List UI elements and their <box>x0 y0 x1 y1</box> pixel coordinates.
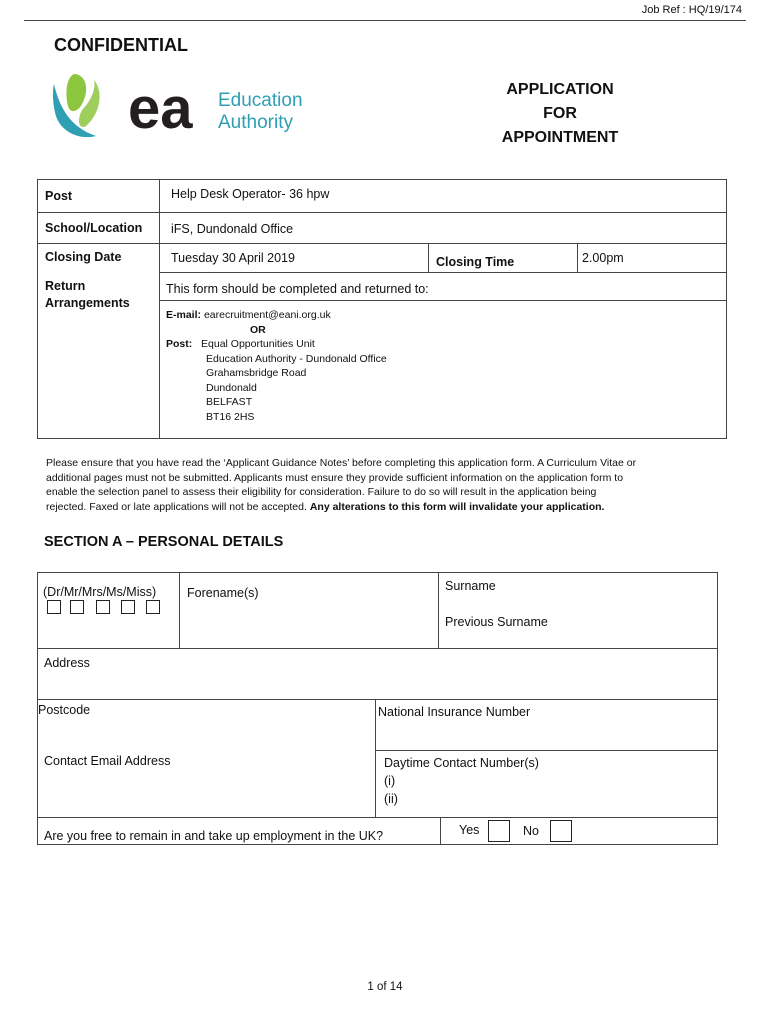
guidance-line-4 <box>46 500 718 515</box>
closing-date-label: Closing Date <box>45 250 122 264</box>
uk-no-checkbox[interactable] <box>550 820 572 842</box>
title-mrs-checkbox[interactable] <box>96 600 110 614</box>
daytime-contact-label: Daytime Contact Number(s) <box>384 756 539 770</box>
form-title-line-2: FOR <box>543 105 577 122</box>
top-divider <box>24 20 746 21</box>
postal-address-line <box>166 337 387 352</box>
job-reference: Job Ref : HQ/19/174 <box>641 4 742 16</box>
logo-wordmark <box>218 90 303 134</box>
return-label-line-1: Return <box>45 279 86 293</box>
no-label: No <box>523 824 539 838</box>
address-label: Address <box>44 656 90 670</box>
yes-label: Yes <box>459 823 480 837</box>
address-line-4: Dundonald <box>206 381 257 394</box>
daytime-contact-i: (i) <box>384 774 396 788</box>
page-number: 1 of 14 <box>367 981 403 993</box>
email-line <box>166 308 387 323</box>
postcode-label: Postcode <box>38 703 91 717</box>
title-label: (Dr/Mr/Mrs/Ms/Miss) <box>43 585 157 599</box>
closing-time-label: Closing Time <box>436 255 515 269</box>
guidance-warning: Any alterations to this form will invalidate your application. <box>309 500 605 513</box>
guidance-paragraph <box>46 456 718 514</box>
address-line-3: Grahamsbridge Road <box>206 367 307 379</box>
logo-line-1: Education <box>218 90 303 111</box>
title-mr-checkbox[interactable] <box>70 600 84 614</box>
return-intro: This form should be completed and returned to: <box>166 282 429 296</box>
form-title <box>470 78 650 150</box>
return-label-line-2: Arrangements <box>45 296 130 310</box>
logo-line-2: Authority <box>218 112 293 133</box>
location-label: School/Location <box>45 221 143 235</box>
location-value: iFS, Dundonald Office <box>171 222 294 236</box>
guidance-line-3: enable the selection panel to assess their eligibility for consideration. Failure to do so will result in the application being <box>46 486 597 498</box>
logo-mark: ea <box>128 76 193 141</box>
section-a-title: SECTION A – PERSONAL DETAILS <box>44 534 284 550</box>
closing-time-divider <box>428 243 429 272</box>
return-label <box>45 278 130 312</box>
closing-time-divider <box>577 243 578 272</box>
address-line-1: Equal Opportunities Unit <box>201 338 315 350</box>
guidance-line-1: Please ensure that you have read the ‘Applicant Guidance Notes’ before completing this application form. A Curriculum Vitae or <box>46 457 637 469</box>
post-address-label: Post: <box>166 338 193 350</box>
name-divider <box>438 572 439 648</box>
previous-surname-label: Previous Surname <box>445 615 548 629</box>
daytime-contact-block <box>384 754 539 808</box>
personal-row-line <box>375 750 718 751</box>
address-line-6: BT16 2HS <box>206 410 255 423</box>
post-table-row-line <box>159 300 727 301</box>
uk-yes-checkbox[interactable] <box>488 820 510 842</box>
form-title-line-1: APPLICATION <box>506 81 614 98</box>
post-label: Post <box>45 189 73 203</box>
title-dr-checkbox[interactable] <box>47 600 61 614</box>
name-divider <box>179 572 180 648</box>
email-label: E-mail: <box>166 309 202 321</box>
education-authority-logo-icon <box>52 70 217 142</box>
post-table-divider <box>159 179 160 439</box>
address-line-5: BELFAST <box>206 396 253 408</box>
post-value: Help Desk Operator- 36 hpw <box>171 187 330 201</box>
email-value: earecruitment@eani.org.uk <box>203 309 331 321</box>
personal-row-line <box>37 817 718 818</box>
address-line-2: Education Authority - Dundonald Office <box>206 352 387 365</box>
closing-time-value: 2.00pm <box>582 251 624 265</box>
return-address-block <box>166 308 387 424</box>
or-text: OR <box>250 323 266 336</box>
form-title-line-3: APPOINTMENT <box>501 129 619 146</box>
daytime-contact-ii: (ii) <box>384 792 398 806</box>
post-table-row-line <box>159 272 727 273</box>
forename-label: Forename(s) <box>187 586 259 600</box>
confidential-label: CONFIDENTIAL <box>54 35 188 55</box>
closing-date-value: Tuesday 30 April 2019 <box>171 251 295 265</box>
post-table-row-line <box>37 243 727 244</box>
post-table-row-line <box>37 212 727 213</box>
title-miss-checkbox[interactable] <box>146 600 160 614</box>
title-ms-checkbox[interactable] <box>121 600 135 614</box>
personal-row-line <box>37 699 718 700</box>
postcode-divider <box>375 699 376 817</box>
guidance-line-2: additional pages must not be submitted. Applicants must ensure they provide sufficient information on the application form to <box>46 471 624 484</box>
contact-email-label: Contact Email Address <box>44 754 171 768</box>
uk-divider <box>440 817 441 845</box>
surname-label: Surname <box>445 579 496 593</box>
guidance-line-4-text: rejected. Faxed or late applications will not be accepted. <box>46 500 307 513</box>
ni-number-label: National Insurance Number <box>378 705 531 719</box>
personal-row-line <box>37 648 718 649</box>
uk-employment-question: Are you free to remain in and take up employment in the UK? <box>44 829 384 843</box>
